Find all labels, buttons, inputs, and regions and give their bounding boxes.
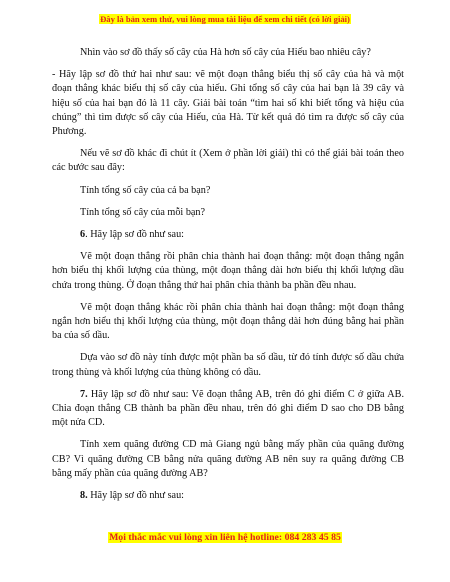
document-body: [52, 46, 404, 511]
paragraph: Nhìn vào sơ đồ thấy số cây của Hà hơn số cây của Hiếu bao nhiêu cây?: [80, 47, 371, 58]
section-text: Hãy lập sơ đồ như sau: Vẽ đoạn thẳng AB, trên đó ghi điểm C ở giữa AB. Chia đoạn thẳng CB thành ba phần đều nhau, trên đó ghi điểm D sao cho DB bằng một nửa CD.: [52, 388, 404, 429]
paragraph: Vẽ một đoạn thẳng rồi phân chia thành hai đoạn thẳng: một đoạn thẳng ngắn hơn biểu thị khối lượng của thùng, một đoạn thẳng dài hơn biểu thị khối lượng dầu chứa trong thùng. Ở đoạn thẳng thứ hai phân chia thành ba phần đều nhau.: [52, 251, 404, 291]
section-heading-text: Hãy lập sơ đồ như sau:: [87, 490, 184, 502]
section-number: 7.: [80, 388, 88, 400]
section-heading-8: [52, 489, 404, 503]
paragraph: Vẽ một đoạn thẳng khác rồi phân chia thành hai đoạn thẳng: một đoạn thẳng ngắn hơn biểu thị khối lượng của thùng, một đoạn thẳng dài hơn đúng bằng hai phần ba của số dầu.: [52, 301, 404, 342]
paragraph: Nếu vẽ sơ đồ khác đi chút ít (Xem ở phần lời giải) thì có thể giải bài toán theo các bước sau đây:: [52, 148, 404, 174]
paragraph: - Hãy lập sơ đồ thứ hai như sau: vẽ một đoạn thẳng biểu thị số cây của hà và một đoạn thẳng khác biểu thị số cây của hiếu. Ghi tổng số cây của hai bạn là 39 cây và hiệu số của hai bạn đó là 11 cây. Giải bài toán “tìm hai số khi biết tổng và hiệu của chúng” thì tìm được số cây của Hiếu, của Hà. Từ kết quả đó tìm ra được số cây của Phương.: [52, 69, 404, 138]
question-item: Tính tổng số cây của cả ba bạn?: [80, 184, 211, 196]
hotline-footer: [0, 532, 450, 543]
paragraph: Tính xem quãng đường CD mà Giang ngủ bằng mấy phần của quãng đường CB? Vì quãng đường CB bằng nửa quãng đường AB nên suy ra quãng đường CB bằng mấy phần của quãng đường AB?: [52, 439, 404, 479]
question-item: Tính tổng số cây của mỗi bạn?: [80, 206, 206, 218]
section-heading-7: [52, 388, 404, 431]
section-number: 8.: [80, 490, 88, 502]
preview-notice-text: Đây là bản xem thử, vui lòng mua tài liệu để xem chi tiết (có lời giải): [100, 14, 350, 24]
section-heading-6: [52, 228, 404, 242]
section-heading-text: . Hãy lập sơ đồ như sau:: [85, 229, 184, 241]
hotline-text: Mọi thắc mắc vui lòng xin liên hệ hotline: 084 283 45 85: [109, 532, 341, 543]
section-number: 6: [80, 229, 86, 241]
paragraph: Dựa vào sơ đồ này tính được một phần ba số dầu, từ đó tính được số dầu chứa trong thùng và khối lượng của thùng không có dầu.: [52, 352, 404, 378]
preview-notice-banner: [0, 14, 450, 24]
